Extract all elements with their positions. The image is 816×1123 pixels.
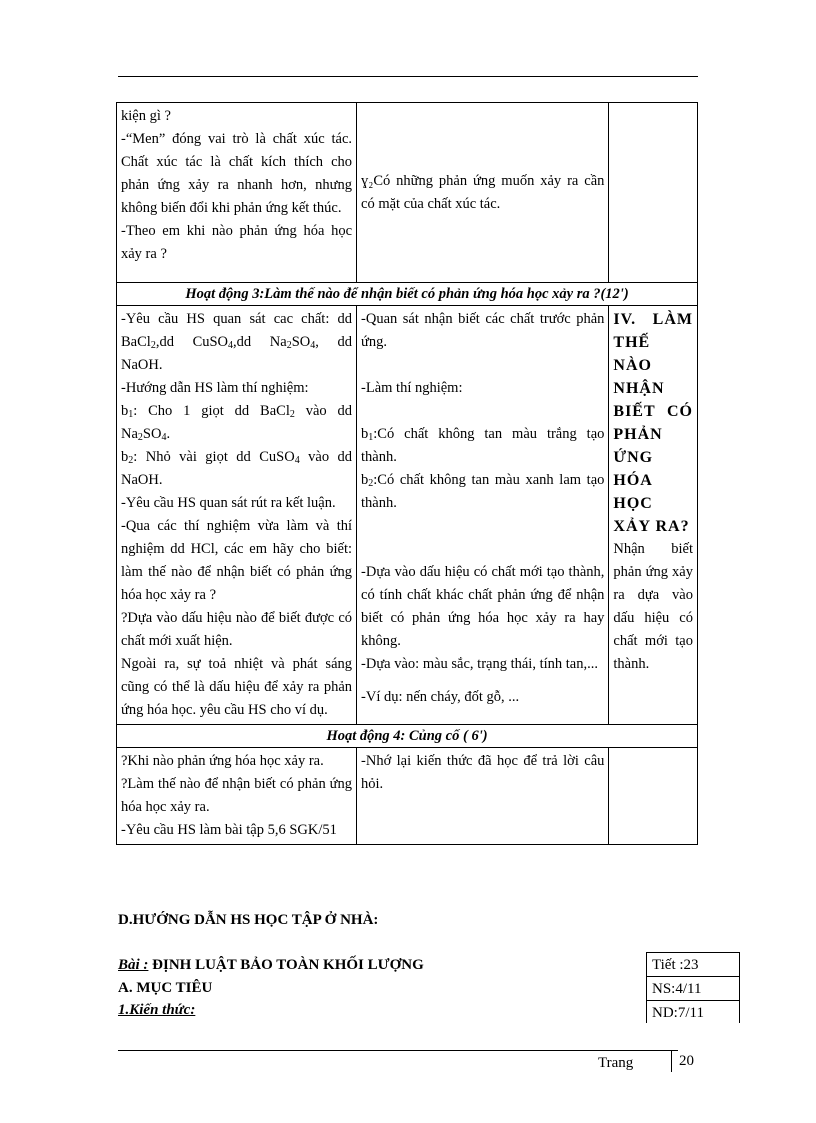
- content-cell: [609, 306, 698, 725]
- page-number: 20: [679, 1053, 694, 1069]
- lesson-table: [116, 102, 698, 845]
- teacher-cell: kiện gì ? -“Men” đóng vai trò là chất xúc tác. Chất xúc tác là chất kích thích cho phản ứng xảy ra nhanh hơn, nhưng không biến đổi khi phản ứng kết thúc. -Theo em khi nào phản ứng hóa học xảy ra ?: [117, 103, 357, 283]
- content-cell: [609, 748, 698, 845]
- footer-trang: Trang: [598, 1055, 634, 1071]
- footer-divider: [671, 1050, 672, 1072]
- content-body: Nhận biết phản ứng xảy ra dựa vào dấu hiệu có chất mới tạo thành.: [613, 541, 693, 672]
- student-cell: ɣ₂Có những phản ứng muốn xảy ra cần có mặt của chất xúc tác.: [357, 103, 609, 283]
- table-row: [117, 748, 698, 845]
- student-cell: -Quan sát nhận biết các chất trước phản ứng. -Làm thí nghiệm: $b_1:Có$ chất không tan màu trắng tạo thành. $b_2:Có$ chất không tan màu xanh lam tạo thành. -Dựa vào dấu hiệu có chất mới tạo thành, có tính chất khác chất phản ứng để nhận biết có phản ứng hóa học xảy ra hay không. -Dựa vào: màu sắc, trạng thái, tính tan,... -Ví dụ: nến cháy, đốt gỗ, ...: [357, 306, 609, 725]
- table-row: [117, 103, 698, 283]
- content-cell: [609, 103, 698, 283]
- teacher-cell: ?Khi nào phản ứng hóa học xảy ra. ?Làm thế nào để nhận biết có phản ứng hóa học xảy ra. -Yêu cầu HS làm bài tập 5,6 SGK/51: [117, 748, 357, 845]
- footer-rule: [118, 1050, 678, 1051]
- section-row: [117, 283, 698, 306]
- knowledge-heading: 1.Kiến thức:: [118, 1002, 196, 1018]
- nd-label: ND:7/11: [652, 1005, 704, 1021]
- content-heading: IV. LÀM THẾ NÀO NHẬN BIẾT CÓ PHẢN ỨNG HÓA HỌC XẢY RA?: [613, 311, 693, 535]
- guide-title: D.HƯỚNG DẪN HS HỌC TẬP Ở NHÀ:: [118, 912, 379, 928]
- tiet-label: Tiết :23: [647, 953, 739, 977]
- section-heading-4: Hoạt động 4: Củng cố ( 6'): [117, 725, 698, 748]
- lesson-title: Bài : ĐỊNH LUẬT BẢO TOÀN KHỐI LƯỢNG: [118, 957, 424, 973]
- section-heading-3: Hoạt động 3:Làm thế nào để nhận biết có phản ứng hóa học xảy ra ?(12'): [117, 283, 698, 306]
- table-row: [117, 306, 698, 725]
- goal-heading: A. MỤC TIÊU: [118, 980, 213, 996]
- section-row: [117, 725, 698, 748]
- ns-label: NS:4/11: [647, 977, 739, 1001]
- teacher-cell: -Yêu cầu HS quan sát cac chất: dd BaCl$_2$,dd CuSO$_4$,dd $Na_2SO_4$, dd NaOH. -Hướng dẫn HS làm thí nghiệm: $b_1$: Cho 1 giọt dd BaCl$_2$ vào dd $Na_2SO_4$. $b_2$: Nhỏ vài giọt dd CuSO$_4$ vào dd NaOH. -Yêu cầu HS quan sát rút ra kết luận. -Qua các thí nghiệm vừa làm và thí nghiệm dd HCl, các em hãy cho biết: làm thế nào để nhận biết có phản ứng hóa học xảy ra ? ?Dựa vào dấu hiệu nào để biết được có chất mới xuất hiện. Ngoài ra, sự toả nhiệt và phát sáng cũng có thể là dấu hiệu để xảy ra phản ứng hóa học. yêu cầu HS cho ví dụ.: [117, 306, 357, 725]
- lesson-info-box: [646, 952, 740, 1023]
- header-rule: [118, 76, 698, 77]
- student-cell: -Nhớ lại kiến thức đã học để trả lời câu hỏi.: [357, 748, 609, 845]
